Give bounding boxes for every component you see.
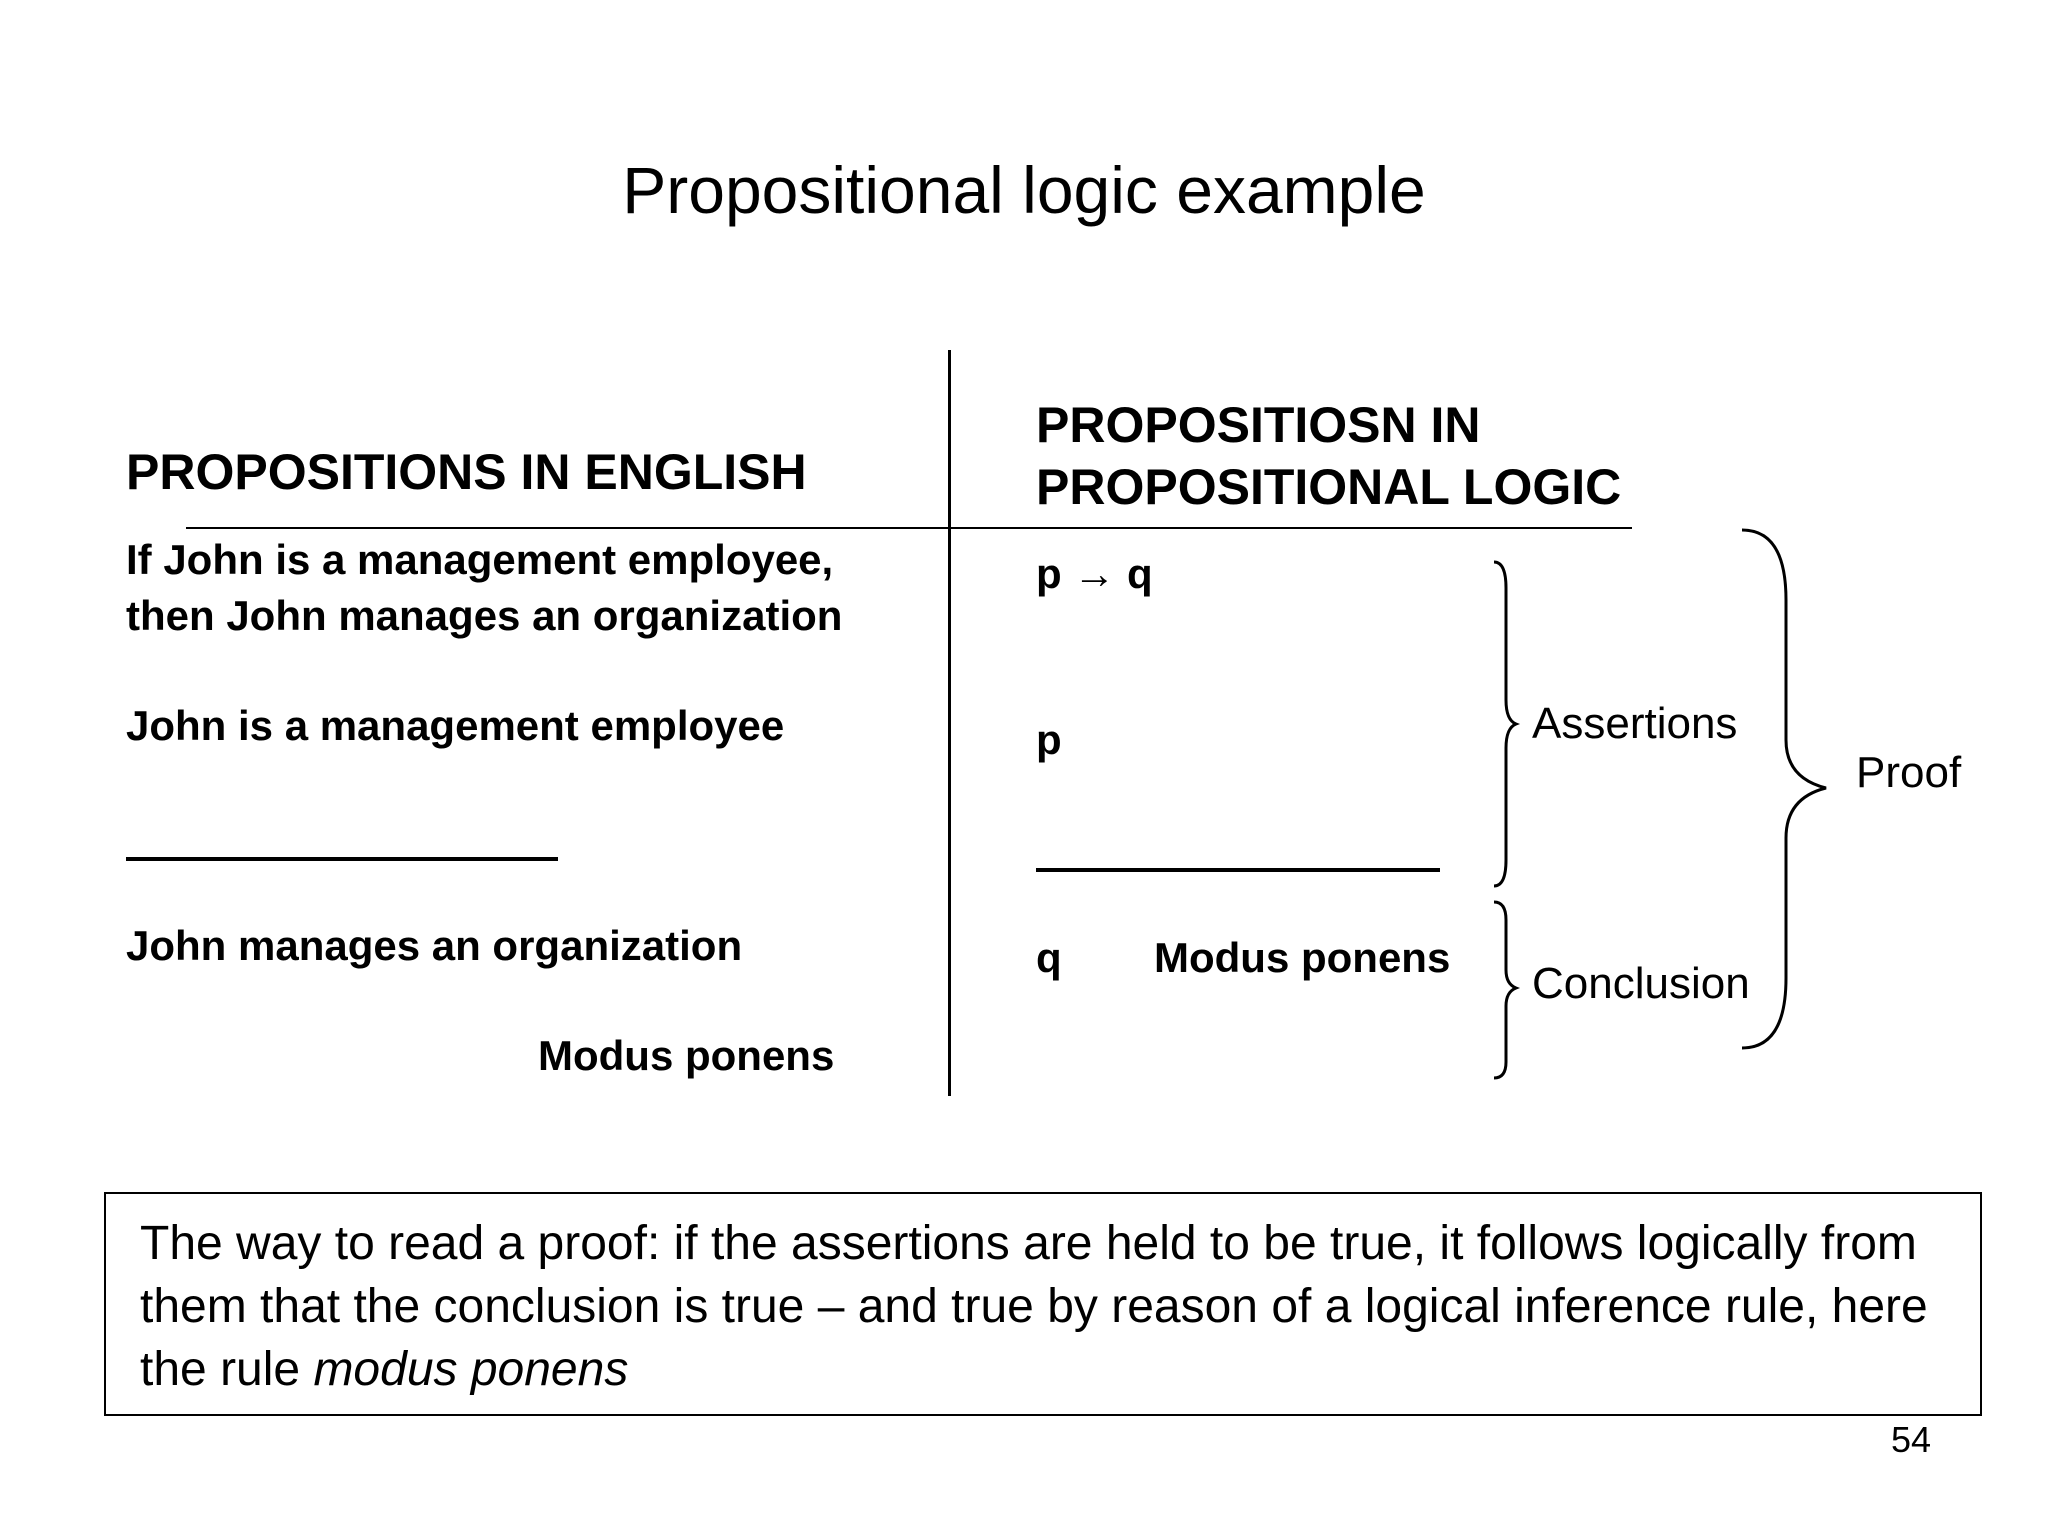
english-premise-1-line-1: If John is a management employee, <box>126 536 834 583</box>
english-premise-1-line-2: then John manages an organization <box>126 592 843 639</box>
english-premise-2: John is a management employee <box>126 702 785 749</box>
assertions-label: Assertions <box>1532 699 1738 748</box>
english-inference-line <box>126 857 558 861</box>
page-number: 54 <box>1890 1419 1931 1460</box>
proof-label: Proof <box>1856 748 1962 797</box>
proof-explanation-box <box>104 1192 1982 1416</box>
proof-explanation-body: The way to read a proof: if the assertions are held to be true, it follows logically from them that the conclusion is true – and true by reason of a logical inference rule, here the rule <box>140 1217 1928 1396</box>
logic-conclusion: q <box>1036 934 1062 981</box>
logic-rule-label: Modus ponens <box>1154 934 1451 981</box>
proof-explanation-text <box>140 1212 1970 1401</box>
english-column-header: PROPOSITIONS IN ENGLISH <box>126 444 807 500</box>
conclusion-label: Conclusion <box>1532 959 1750 1008</box>
logic-premise-2: p <box>1036 716 1062 763</box>
proof-explanation-emphasis: modus ponens <box>313 1343 629 1396</box>
english-conclusion: John manages an organization <box>126 922 743 969</box>
conclusion-brace <box>1494 902 1516 1078</box>
english-rule-label: Modus ponens <box>538 1032 835 1079</box>
column-divider <box>948 350 951 1096</box>
logic-premise-1: p → q <box>1036 550 1153 597</box>
logic-column-header-line-2: PROPOSITIONAL LOGIC <box>1036 459 1622 515</box>
slide-title: Propositional logic example <box>622 153 1426 227</box>
header-divider <box>186 527 1632 529</box>
logic-column-header-line-1: PROPOSITIOSN IN <box>1036 397 1481 453</box>
logic-inference-line <box>1036 868 1440 872</box>
proof-brace <box>1742 530 1826 1048</box>
assertions-brace <box>1494 562 1516 886</box>
